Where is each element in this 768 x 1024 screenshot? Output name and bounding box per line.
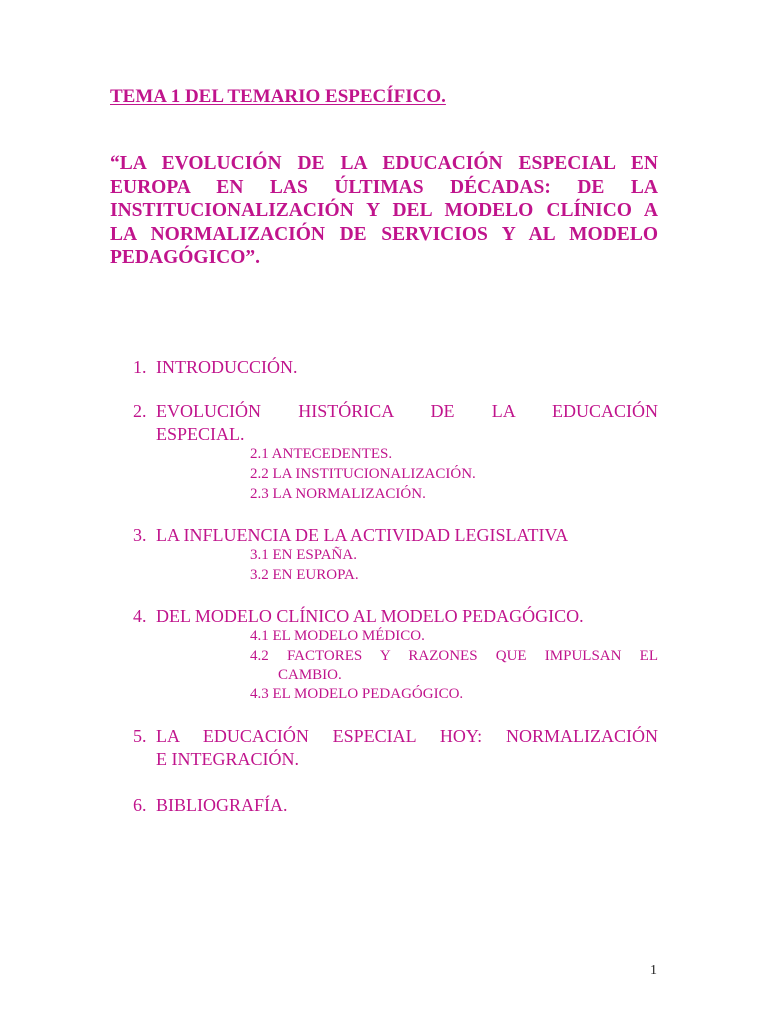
topic-title xyxy=(110,152,658,270)
toc-subitem: 2.1 ANTECEDENTES. xyxy=(250,446,393,462)
toc-item-number: 4. xyxy=(133,606,147,626)
toc-item-label-line: LA EDUCACIÓN ESPECIAL HOY: NORMALIZACIÓN xyxy=(156,726,658,746)
toc-subitem: 4.1 EL MODELO MÉDICO. xyxy=(250,628,425,644)
toc-item-label xyxy=(156,400,658,446)
toc-subitem: 3.2 EN EUROPA. xyxy=(250,567,359,583)
toc-item-number: 5. xyxy=(133,726,147,746)
toc-item-label xyxy=(156,356,658,379)
toc-item-label xyxy=(156,794,658,817)
toc-item-number: 3. xyxy=(133,525,147,545)
toc-item-label-line: LA INFLUENCIA DE LA ACTIVIDAD LEGISLATIVA xyxy=(156,525,569,545)
toc-item-label-line: ESPECIAL. xyxy=(156,424,245,444)
toc-subitem: 3.1 EN ESPAÑA. xyxy=(250,547,357,563)
toc-subitem-line: 4.2 FACTORES Y RAZONES QUE IMPULSAN EL xyxy=(250,648,658,664)
toc-subitem xyxy=(250,647,658,685)
toc-subitem: 2.3 LA NORMALIZACIÓN. xyxy=(250,486,426,502)
page-number: 1 xyxy=(650,963,657,978)
toc-subitem: 2.2 LA INSTITUCIONALIZACIÓN. xyxy=(250,466,476,482)
document-title: TEMA 1 DEL TEMARIO ESPECÍFICO. xyxy=(110,86,446,107)
toc-item-label-line: EVOLUCIÓN HISTÓRICA DE LA EDUCACIÓN xyxy=(156,401,658,421)
toc-item-label-line: INTRODUCCIÓN. xyxy=(156,357,298,377)
topic-title-line: EUROPA EN LAS ÚLTIMAS DÉCADAS: DE LA xyxy=(110,176,658,198)
topic-title-line: LA NORMALIZACIÓN DE SERVICIOS Y AL MODELO xyxy=(110,223,658,245)
toc-item-label-line: E INTEGRACIÓN. xyxy=(156,749,299,769)
topic-title-line: “LA EVOLUCIÓN DE LA EDUCACIÓN ESPECIAL EN xyxy=(110,153,658,174)
topic-title-line: INSTITUCIONALIZACIÓN Y DEL MODELO CLÍNICO A xyxy=(110,200,658,221)
toc-item-label-line: DEL MODELO CLÍNICO AL MODELO PEDAGÓGICO. xyxy=(156,606,584,626)
toc-item-label xyxy=(156,605,658,628)
toc-item-label xyxy=(156,524,658,547)
toc-subitem: 4.3 EL MODELO PEDAGÓGICO. xyxy=(250,686,464,702)
topic-title-line: PEDAGÓGICO”. xyxy=(110,247,261,268)
toc-item-number: 6. xyxy=(133,795,147,815)
toc-item-label-line: BIBLIOGRAFÍA. xyxy=(156,795,288,815)
toc-item-number: 2. xyxy=(133,401,147,421)
toc-item-number: 1. xyxy=(133,357,147,377)
toc-subitem-line: CAMBIO. xyxy=(278,667,342,683)
toc-item-label xyxy=(156,725,658,771)
